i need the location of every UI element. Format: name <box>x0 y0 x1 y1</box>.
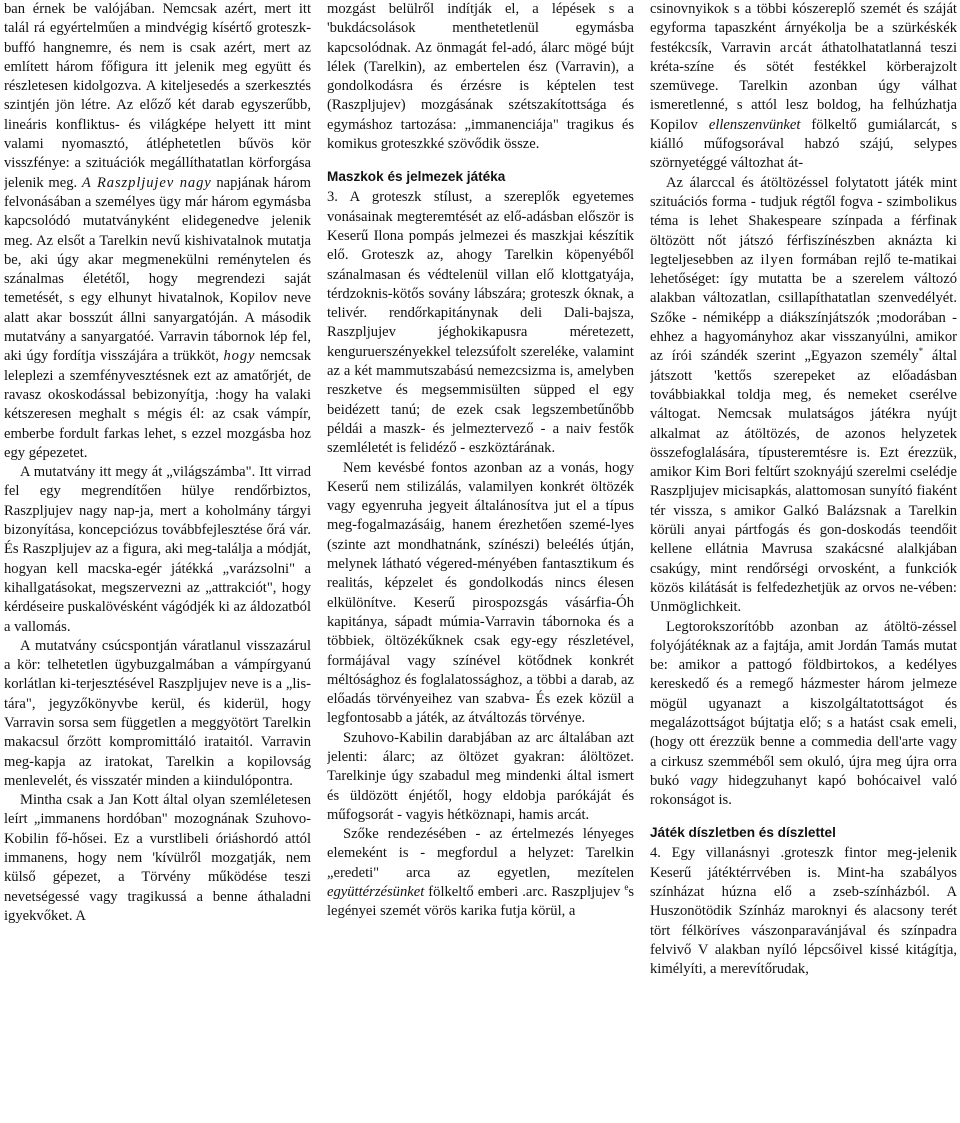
paragraph: Legtorokszorítóbb azonban az átöltö-zéssel folyójátéknak az a fajtája, amit Jordán Tamás mutat be: amikor a pattogó földbirtokos, a kedélyes kereskedő és a remegő házmester három jelmeze mögül ugyanazt a kiszolgáltatottságot és megalázottságot bújtatja elő; s a hatást csak emeli, (hogy ott érezzük benne a commedia dell'arte vagy a cirkusz szemméből sem okuló, újra meg újra orra bukó vagy hidegzuhanyt kapó bohócaivel való rokonságot is. <box>650 618 957 809</box>
paragraph: Nem kevésbé fontos azonban az a vonás, hogy Keserű nem stilizálás, valamilyen konkrét öltözék vagy egyenruha jegyeit általánosítva jut el a típus meg-fogalmazásáig, hanem érezhetően szemé-lyes (szinte azt mondhatnánk, színészi) beleélés útján, melynek látható végered-ményében fantasztikum és realitás, képzelet és gondolkodás nincs élesen elkülönítve. Keserű pirospozsgás vásárfia-Óh kapitánya, sápadt múmia-Varravin tábornoka és a többiek, öltözékűknek csak egy-egy részletével, formájával vagy színével kötődnek konkrét méltósághoz és foglalatossághoz, a többi a darab, az előadás törvényeihez van szabva- És ezek közül a legfontosabb a játék, az átváltozás törvénye. <box>327 459 634 727</box>
paragraph: csinovnyikok s a többi kószereplő szemét és száját egyforma tapaszként árnyékolja be a szürkéskék festékcsík, Varravin arcát áthatolhatatlanná teszi kréta-színe és sötét festékkel körberajzolt szemüvege. Tarelkin azonban úgy válhat ismeretlenné, s attól lesz boldog, ha felhúzhatja Kopilov ellenszenvünket fölkeltő gumiálarcát, s kiálló műfogsorával habzó szájú, selypes szörnyetéggé változhat át- <box>650 1 957 172</box>
section-heading: Játék díszletben és díszlettel <box>650 825 836 841</box>
text-column-2 <box>327 0 634 1123</box>
text-column-3 <box>650 0 957 1123</box>
paragraph: Az álarccal és átöltözéssel folytatott játék mint szituációs forma - tudjuk régtől fogva - szimbolikus téma is lehet Shakespeare színpada a férfinak öltözött nőt játszó férfiszínészben aknázta ki legteljesebben az ilyen formában rejlő te-matikai lehetőséget: így mutatta be a szerelem változó alakban változatlan, csillapíthatatlan szenvedélyét. Szőke - némiképp a diákszínjátszók ;modorában - ehhez a hagyományhoz akar visszanyúlni, amikor az írói szándék szerint „Egyazon személy* által játszott 'kettős szerepeket az előadásban továbbiakkal toldja meg, és nemeket cserélve váltogat. Nemcsak mulatságos játékra nyújt alkalmat az átöltözés, de azonos helyzetek összefoglalására, típusteremtésre is. Ezt érezzük, amikor Kim Bori feltűrt szoknyájú szerelmi cselédje Raszpljujev micisapkás, alattomosan sunyító fiaként tér vissza, s amikor Galkó Balázsnak a Tarelkin körüli anyai pártfogás és gon-doskodás teendőit kellene ellátnia Mavrusa szakácsné alalkjában csakúgy, mint rendőrségi orvosként, a funkciók közös kilátását is felfedezhetjük az orvos ne-vében: Unmöglichkeit. <box>650 174 957 616</box>
paragraph: ban érnek be valójában. Nemcsak azért, mert itt talál rá egyértelműen a mindvégig kísértő groteszk-buffó hangnemre, és nem is csak azért, mert az említett három főfigura itt jelenik meg együtt és részletesen kidolgozva. A kiteljesedés a szerkesztés szintjén jön létre. Az előző két darab egyszerűbb, lineáris konfliktus- és világképe helyett itt mint valami nyomasztó, átléphetetlen bűvös kör visszfénye: a szituációk megállíthatatlan körforgása jelenik meg. A Raszpljujev nagy napjának három felvonásában a személyes ügy már három egymásba kapcsolódó mutatványként elidegenedve jelenik meg. Az elsőt a Tarelkin nevű kishivatalnok mutatja be, aki úgy akar megmenekülni reménytelen és szánalmas életétől, hogy megrendezi saját temetését, s egy elhunyt hivatalnok, Kopilov neve alatt akar bosszút állni sanyargatóján. A második mutatvány a sanyargatóé. Varravin tábornok lép fel, aki úgy fordítja visszájára a trükköt, hogy nemcsak leleplezi a szemfényvesztésnek ezt az amatőrjét, de ravasz okoskodással bebizonyítja, :hogy ha valaki kétszeresen meghalt s mégis él: az csak vámpír, emberbe fordult farkas lehet, s ezzel mozgásba hoz egy gépezetet. <box>4 1 311 461</box>
paragraph: A mutatvány itt megy át „világszámba". Itt virrad fel egy megrendítően hülye rendőrbiztos, Raszpljujev nagy nap-ja, mert a koholmány tárgyi bizonyítása, koncepciózus továbbfejlesztése őrá vár. És Raszpljujev az a figura, aki meg-találja a módját, hogyan kell macska-egér játékká „varázsolni" a kihallgatásokat, megszervezni az „attrakciót", hogy kérdéseire puskalövésként vágódjék ki az áldozatból a vallomás. <box>4 464 311 635</box>
paragraph: Mintha csak a Jan Kott által olyan szemléletesen leírt „immanens hordóban" mozognának Szuhovo-Kobilin fő-hősei. Ez a vurstlibeli óriáshordó attól immanens, hogy nem 'kívülről mozgatják, nem külső gépezet, a Törvény működése teszi nevetségessé vagy tragikussá a benne áthaladni igyekvőket. A <box>4 792 311 924</box>
paragraph: 4. Egy villanásnyi .groteszk fintor meg-jelenik Keserű játéktérrvében is. Mint-ha szabályos színházat húzna elő a zseb-színházból. A Huszonötödik Színház maroknyi és alacsony terét tört félköríves vászonparavánjával és színpadra felvivő V alakban nyíló lépcsőivel kissé kitágítja, kimélyíti, a merevítőrudak, <box>650 845 957 978</box>
paragraph: 3. A groteszk stílust, a szereplők egyetemes vonásainak megteremtését az elő-adásban először is Keserű Ilona pompás jelmezei és maszkjai készítik elő. Groteszk az, ahogy Tarelkin köpenyéből szánalmasan és védtelenül villan elő klottgatyája, térdzoknis-kötős sovány lábszára; groteszk óknak, a telivér. rendőrkapitánynak deli Dali-bajsza, Raszpljujev jéghokikapusra méretezett, kenguruerszényekkel telezsúfolt szereléke, valamint az a két mammutszabású nemezcsizma is, amelyben reszketve és megsemmisülten süpped el egy beidézett tanú; de ezek csak legszembetűnőbb példái a maszk- és jelmeztervező - a naiv festők szemléletét is felidéző - eszköztárának. <box>327 189 634 457</box>
paragraph: A mutatvány csúcspontján váratlanul visszazárul a kör: telhetetlen ügybuzgalmában a vámpírgyanú korlátlan ki-terjesztésével Raszpljujev neve is a „lis-tára", jegyzőkönyvbe kerül, és kiderül, hogy Varravin sorsa sem független a meggyötört Tarelkin makacsul őrzött kompromittáló irataitól. Varravin meg-kapja az iratokat, Tarelkin a kopilovság menlevelét, és visszatér minden a kiindulópontra. <box>4 637 311 789</box>
paragraph: Szőke rendezésében - az értelmezés lényeges elemeként is - megfordul a helyzet: Tarelkin „eredeti" arca az egyetlen, mezítelen együttérzésünket fölkeltő emberi .arc. Raszpljujev $^e$s legényei szemét vörös karika futja körül, a <box>327 826 634 920</box>
paragraph: mozgást belülről indítják el, a lépések s a 'bukdácsolások menthetetlenül egymásba kapcsolódnak. Az önmagát fel-adó, álarc mögé bújt lélek (Tarelkin), az embertelen ész (Varravin), a gondolkodásra és érzésre is képtelen test (Raszpljujev) mozgásának szétszakítottsága és egymáshoz tartozása: „immanenciája" tragikus és komikus groteszkké szövődik össze. <box>327 1 634 153</box>
italic-title: A Raszpljujev nagy <box>81 174 212 191</box>
section-heading: Maszkok és jelmezek játéka <box>327 169 506 185</box>
paragraph: Szuhovo-Kabilin darabjában az arc általában azt jelenti: álarc; az öltözet gyakran: álöltözet. Tarelkinje úgy szabadul meg mindenki által ismert és üldözött énjétől, hogy eldobja parókáját és műfogsorát - vagyis hétköznapi, hamis arcát. <box>327 729 634 823</box>
text-column-1 <box>4 0 311 1123</box>
